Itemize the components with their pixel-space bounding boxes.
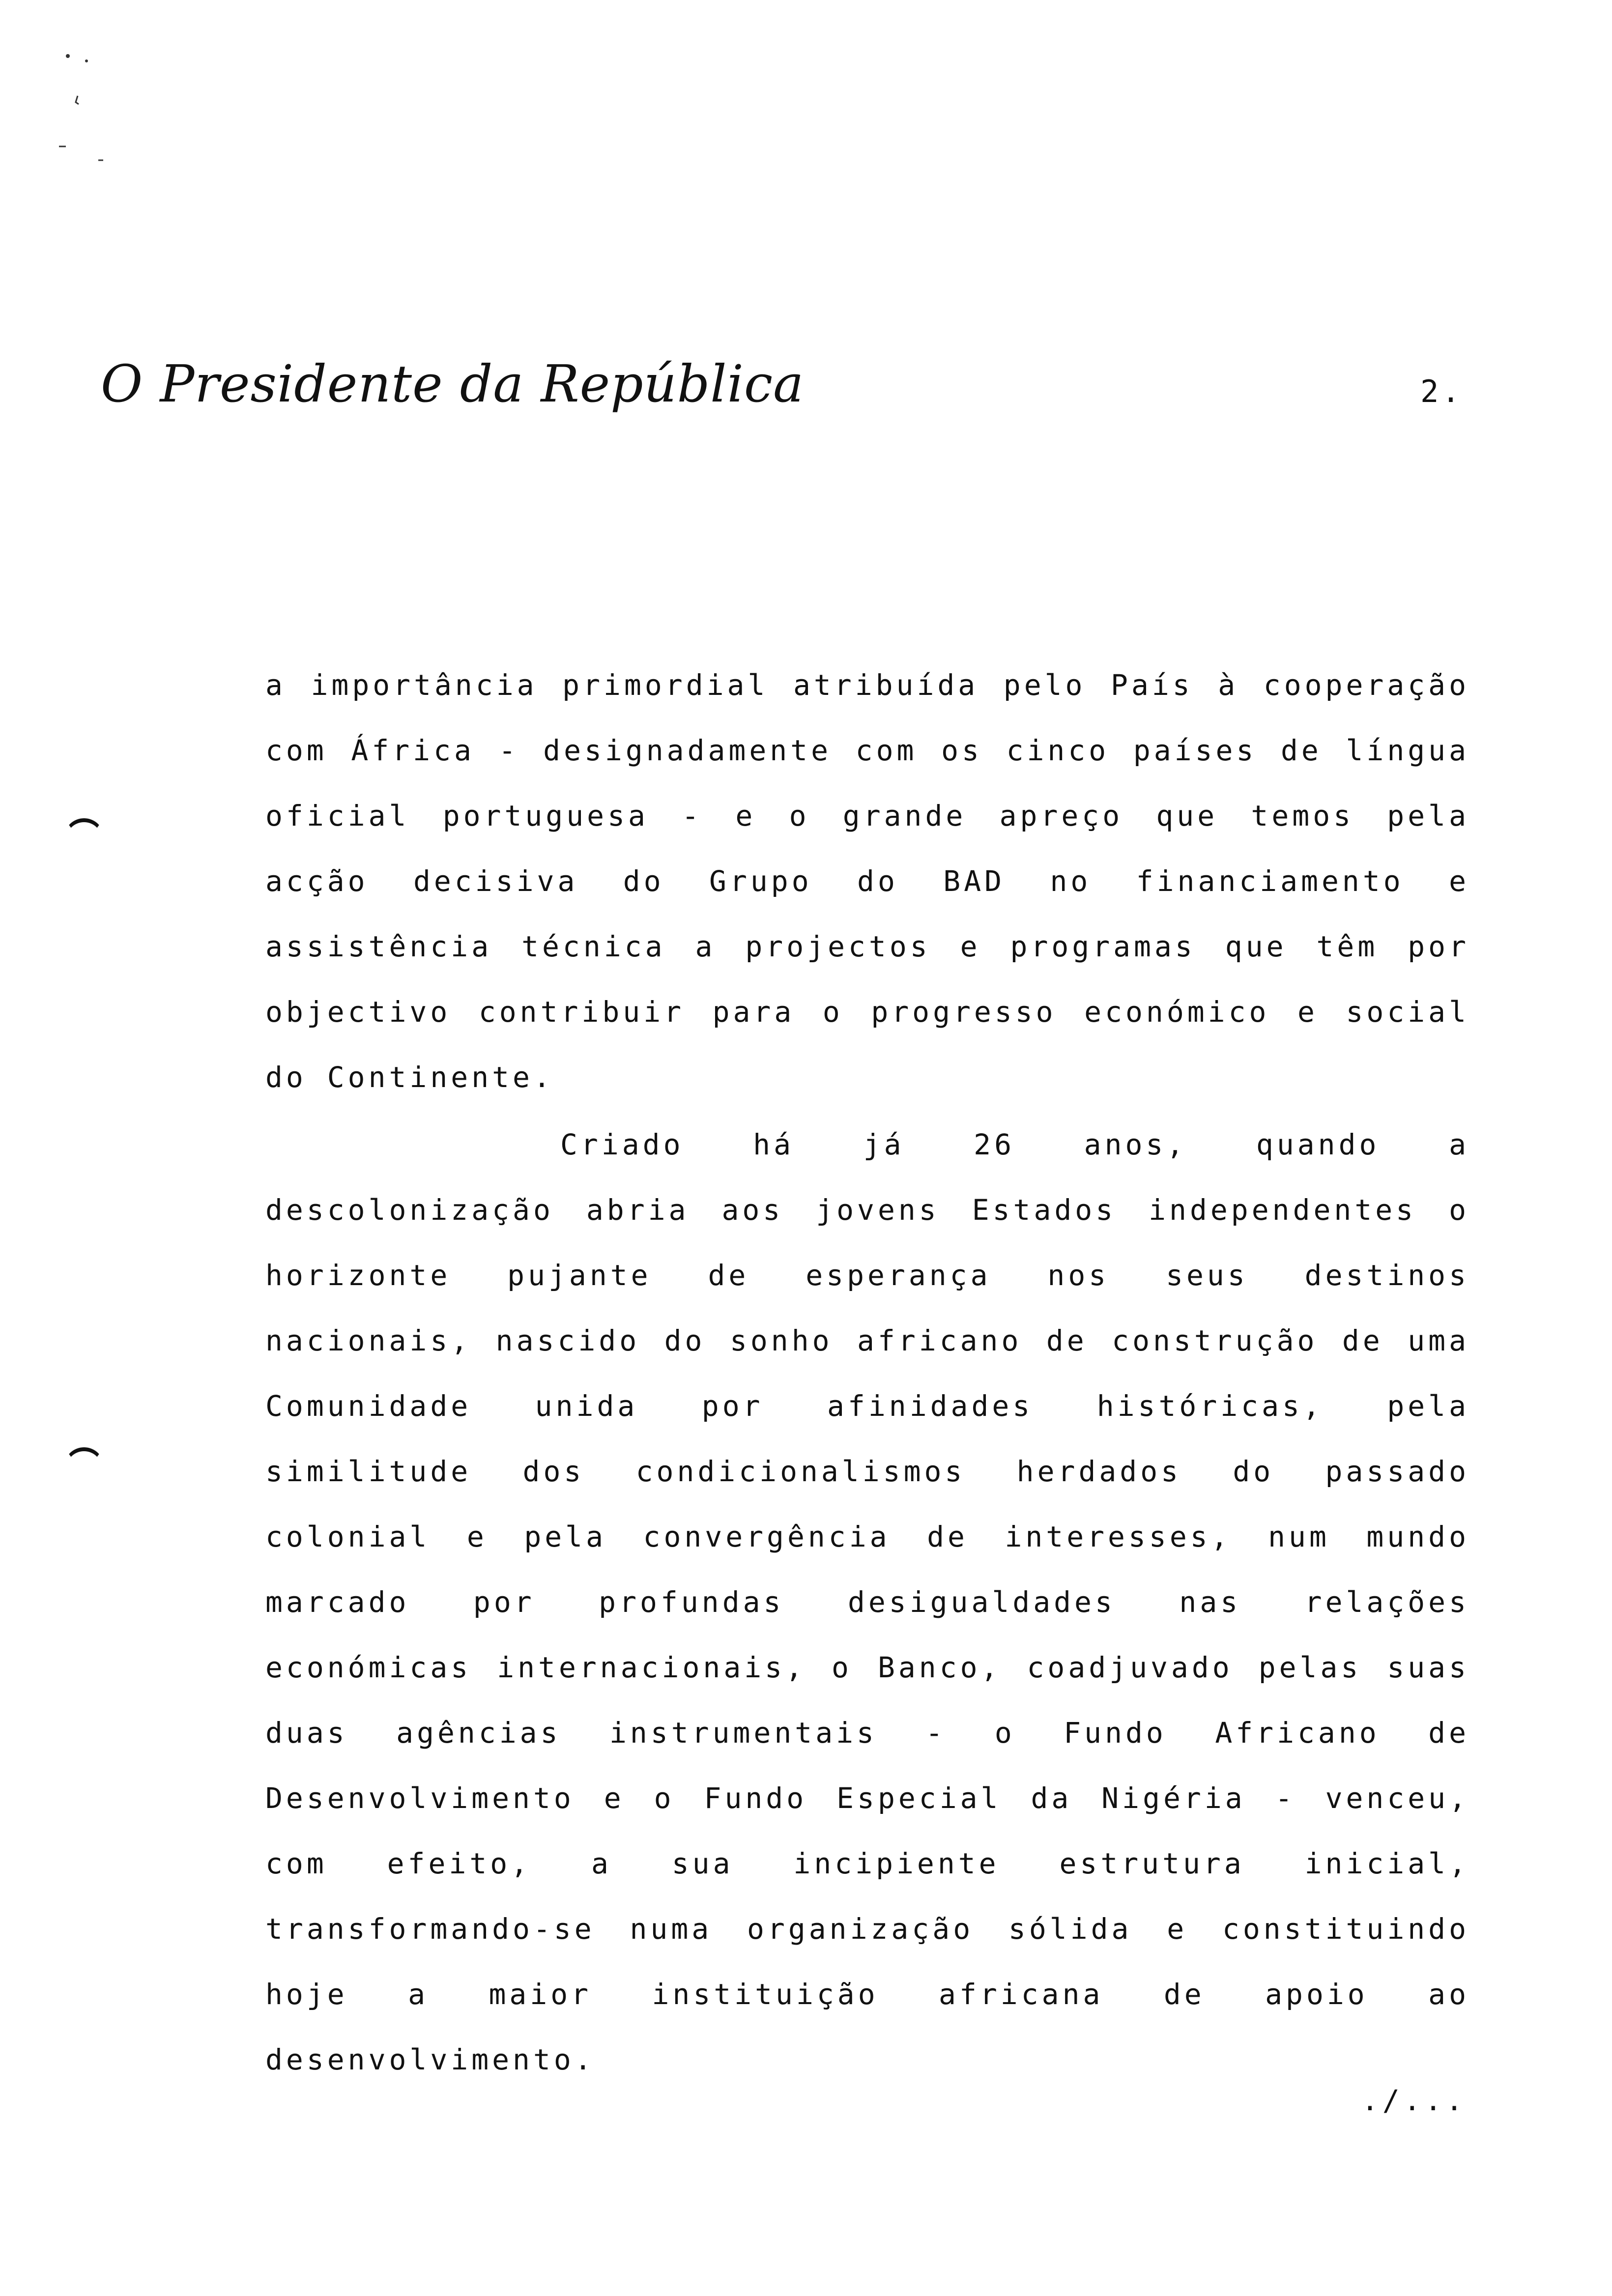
punch-hole-mark: [64, 818, 104, 852]
punch-hole-mark: [64, 1447, 104, 1481]
continuation-mark: ./...: [1361, 2084, 1467, 2117]
paragraph-1: a importância primordial atribuída pelo País à cooperação com África - designadamente com os cinco países de língua oficial portuguesa - e o grande apreço que temos pela acção decisiva do Grupo do BAD no financiamento e assistência técnica a projectos e programas que têm por objectivo contribuir para o progresso económico e social do Continente.: [265, 668, 1469, 1094]
scan-specks: [59, 49, 118, 177]
page-number: 2.: [1420, 373, 1463, 409]
paragraph-2: Criado há já 26 anos, quando a descolonização abria aos jovens Estados independentes o horizonte pujante de esperança nos seus destinos nacionais, nascido do sonho africano de construção de uma Comunidade unida por afinidades históricas, pela similitude dos condicionalismos herdados do passado colonial e pela convergência de interesses, num mundo marcado por profundas desigualdades nas relações económicas internacionais, o Banco, coadjuvado pelas suas duas agências instrumentais - o Fundo Africano de Desenvolvimento e o Fundo Especial da Nigéria - venceu, com efeito, a sua incipiente estrutura inicial, transformando-se numa organização sólida e constituindo hoje a maior instituição africana de apoio ao desenvolvimento.: [265, 1128, 1469, 2076]
letterhead-title: O Presidente da República: [101, 354, 805, 414]
